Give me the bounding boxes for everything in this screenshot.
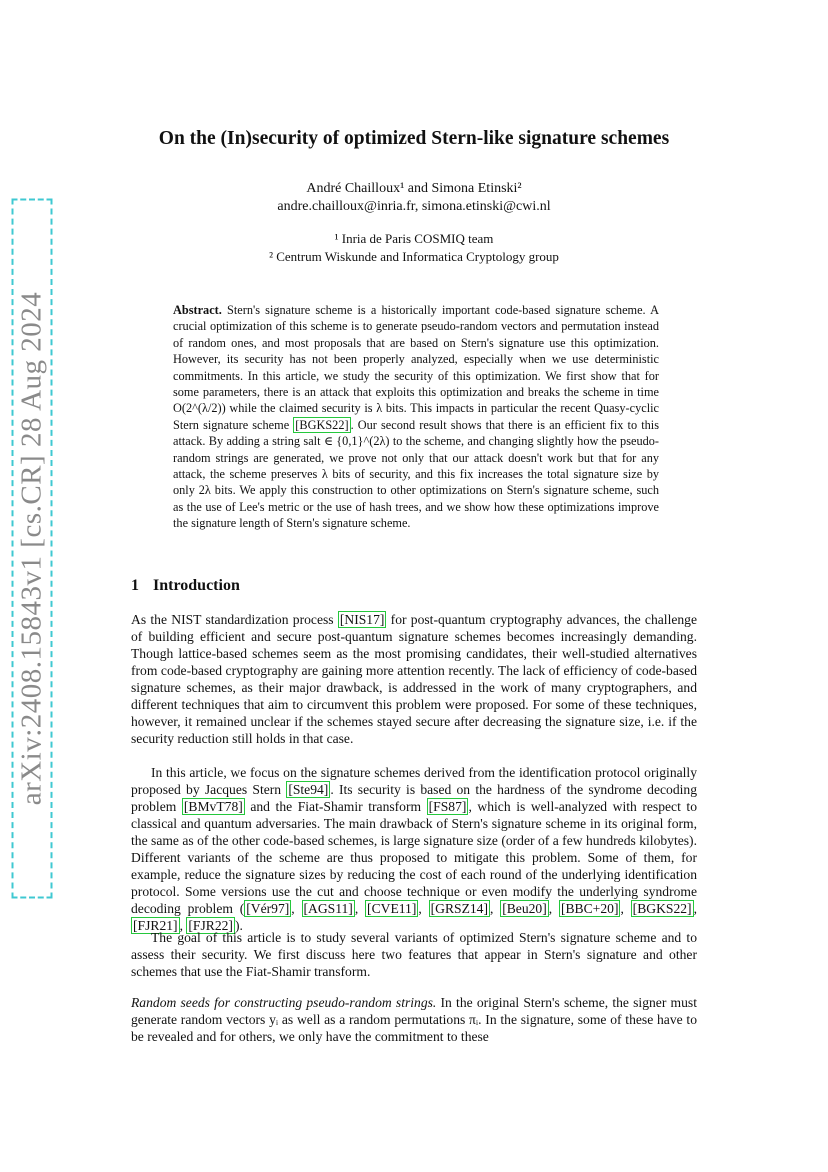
text: In this article, we focus on the signature schemes derived from the identification protocol originally proposed by Jacques Stern bbox=[131, 765, 697, 797]
affiliations bbox=[0, 230, 828, 266]
paper-title: On the (In)security of optimized Stern-like signature schemes bbox=[158, 128, 670, 149]
intro-paragraph-2: In this article, we focus on the signature schemes derived from the identification protocol originally proposed by Jacques Stern [Ste94] . Its security is based on the hardness of the syndrome decoding problem [BMvT78] and the Fiat-Shamir transform [FS87] , which is well-analyzed with respect to classical and quantum adversaries. The main drawback of Stern's signature scheme in its original form, the same as of the other code-based schemes, is large signature size (order of a few hundreds kilobytes). Different variants of the scheme are thus proposed to mitigate this problem. Some of them, for example, reduce the signature sizes by reducing the cost of each round of the underlying identification protocol. Some versions use the cut and choose technique or even modify the underlying syndrome decoding problem ( [Vér97] , [AGS11] , [CVE11] , [GRSZ14] , [Beu20] , [BBC+20] , [BGKS22] , [FJR21] , [FJR22] ). bbox=[131, 765, 698, 933]
text: and the Fiat-Shamir transform bbox=[244, 799, 427, 814]
citation-link[interactable]: [Beu20] bbox=[502, 901, 547, 916]
text: for post-quantum cryptography advances, the challenge of building efficient and secure post-quantum signature schemes becomes increasingly demanding. Though lattice-based schemes seem as the most promising candidates, their well-studied alternatives from code-based cryptography are gaining more attention recently. The lack of efficiency of code-based signature schemes, as their major drawback, is addressed in the work of many cryptographers, and different techniques that aim to circumvent this problem were proposed. For some of these techniques, however, it remained unclear if the schemes stayed secure after decreasing the signature size, i.e. if the security reduction still holds in that case. bbox=[131, 612, 698, 746]
citation-link[interactable]: [BMvT78] bbox=[183, 799, 243, 814]
text: In the original Stern's scheme, the signer must generate random vectors yᵢ as well as a random permutations πᵢ. In the signature, some of these have to be revealed and for others, we only have the commitment to these bbox=[131, 995, 697, 1044]
citation-link[interactable]: [FS87] bbox=[428, 799, 467, 814]
section-number: 1 bbox=[131, 577, 139, 594]
citation-link[interactable]: [BBC+20] bbox=[560, 901, 619, 916]
citation-link[interactable]: [GRSZ14] bbox=[430, 901, 488, 916]
citation-link[interactable]: [Vér97] bbox=[246, 901, 290, 916]
text: . Its security is based on the hardness of the syndrome decoding problem bbox=[131, 782, 698, 814]
abstract-label: Abstract. bbox=[173, 303, 222, 317]
abstract-text-1: Stern's signature scheme is a historically important code-based signature scheme. A crucial optimization of this scheme is to generate pseudo-random vectors and permutation instead of random ones, and most proposals that are based on Stern's signature use this optimization. However, its security has not been properly analyzed, especially when we use deterministic commitments. In this article, we study the security of this optimization. We first show that for some parameters, there is an attack that exploits this optimization and breaks the scheme in time O(2^(λ/2)) while the claimed security is λ bits. This impacts in particular the recent Quasy-cyclic Stern signature scheme bbox=[173, 303, 659, 432]
author-emails: andre.chailloux@inria.fr, simona.etinski@cwi.nl bbox=[277, 199, 551, 214]
text: ). bbox=[234, 918, 243, 933]
affiliation-1: ¹ Inria de Paris COSMIQ team bbox=[334, 231, 494, 246]
citation-link[interactable]: [Ste94] bbox=[288, 782, 329, 797]
citation-link[interactable]: [FJR21] bbox=[133, 918, 178, 933]
citation-link[interactable]: [BGKS22] bbox=[632, 901, 692, 916]
citation-link[interactable]: [NIS17] bbox=[339, 612, 385, 627]
author-names: André Chailloux¹ and Simona Etinski² bbox=[306, 181, 522, 196]
text: As the NIST standardization process bbox=[131, 612, 338, 627]
text: , which is well-analyzed with respect to classical and quantum adversaries. The main drawback of Stern's signature scheme in its original form, the same as of the other code-based schemes, is large signature size (order of a few hundreds kilobytes). Different variants of the scheme are thus proposed to mitigate this problem. Some of them, for example, reduce the signature sizes by reducing the cost of each round of the underlying identification protocol. Some versions use the cut and choose technique or even modify the underlying syndrome decoding problem ( bbox=[131, 799, 697, 916]
section-title: Introduction bbox=[153, 577, 240, 594]
paragraph-heading: Random seeds for constructing pseudo-random strings. bbox=[131, 995, 437, 1010]
section-heading bbox=[131, 577, 240, 595]
abstract-text-2: . Our second result shows that there is an efficient fix to this attack. By adding a string salt ∈ {0,1}^(2λ) to the scheme, and changing slightly how the pseudo-random strings are generated, we prove not only that our attack doesn't work but that for any attack, the scheme preserves λ bits of security, and this fix increases the total signature size by only 2λ bits. We apply this construction to other optimizations on Stern's signature scheme, such as the use of Lee's metric or the use of hash trees, and we show how these optimizations improve the signature length of Stern's signature scheme. bbox=[173, 417, 659, 531]
citation-link[interactable]: [AGS11] bbox=[303, 901, 353, 916]
intro-paragraph-3: The goal of this article is to study several variants of optimized Stern's signature scheme and to assess their security. We first discuss here two features that appear in Stern's signature and other schemes that use the Fiat-Shamir transform. bbox=[131, 930, 697, 979]
citation-link[interactable]: [BGKS22] bbox=[295, 417, 349, 432]
author-block bbox=[0, 180, 828, 216]
abstract bbox=[173, 302, 659, 532]
intro-paragraph-1 bbox=[131, 611, 697, 747]
affiliation-2: ² Centrum Wiskunde and Informatica Cryptology group bbox=[269, 249, 559, 264]
citation-link[interactable]: [FJR22] bbox=[188, 918, 233, 933]
arxiv-identifier: arXiv:2408.15843v1 [cs.CR] 28 Aug 2024 bbox=[12, 199, 53, 899]
intro-paragraph-4 bbox=[131, 994, 697, 1045]
citation-link[interactable]: [CVE11] bbox=[367, 901, 417, 916]
